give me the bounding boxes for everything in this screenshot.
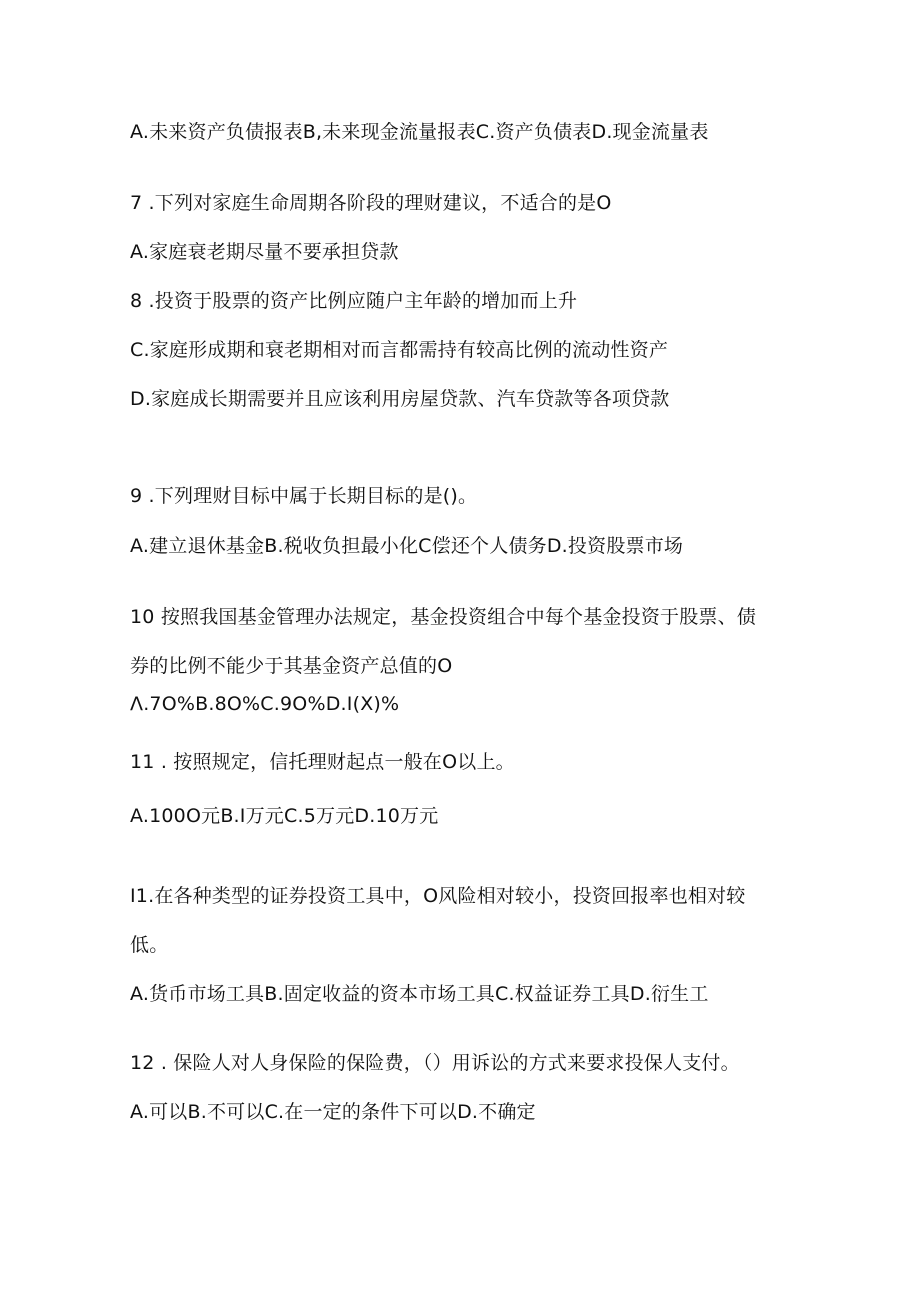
text-line-option-c: C.家庭形成期和衰老期相对而言都需持有较高比例的流动性资产 bbox=[130, 339, 669, 361]
text-line-option-7a: A.家庭衰老期尽量不要承担贷款 bbox=[130, 241, 399, 263]
text-line-options-q6: A.未来资产负债报表B,未来现金流量报表C.资产负债表D.现金流量表 bbox=[130, 121, 709, 143]
text-line-question-11: 11 . 按照规定，信托理财起点一般在O以上。 bbox=[130, 751, 515, 773]
text-line-options-q11: A.100O元B.I万元C.5万元D.10万元 bbox=[130, 805, 439, 827]
text-line-options-q9: A.建立退休基金B.税收负担最小化C偿还个人债务D.投资股票市场 bbox=[130, 535, 684, 557]
text-line-options-q10: Λ.7O%B.8O%C.9O%D.I(X)% bbox=[130, 693, 400, 715]
text-line-question-9: 9 .下列理财目标中属于长期目标的是()。 bbox=[130, 485, 478, 507]
text-line-question-7: 7 .下列对家庭生命周期各阶段的理财建议，不适合的是O bbox=[130, 192, 612, 214]
text-line-option-d: D.家庭成长期需要并且应该利用房屋贷款、汽车贷款等各项贷款 bbox=[130, 388, 670, 410]
text-line-question-10-cont: 券的比例不能少于其基金资产总值的O bbox=[130, 655, 453, 677]
text-line-options-qi1: A.货币市场工具B.固定收益的资本市场工具C.权益证券工具D.衍生工 bbox=[130, 983, 709, 1005]
text-line-question-i1-cont: 低。 bbox=[130, 934, 169, 956]
text-line-question-12: 12 . 保险人对人身保险的保险费，（）用诉讼的方式来要求投保人支付。 bbox=[130, 1052, 740, 1074]
text-line-question-i1: I1.在各种类型的证券投资工具中，O风险相对较小，投资回报率也相对较 bbox=[130, 885, 746, 907]
text-line-item-8: 8 .投资于股票的资产比例应随户主年龄的增加而上升 bbox=[130, 290, 578, 312]
text-line-options-q12: A.可以B.不可以C.在一定的条件下可以D.不确定 bbox=[130, 1101, 536, 1123]
text-line-question-10: 10 按照我国基金管理办法规定，基金投资组合中每个基金投资于股票、债 bbox=[130, 606, 757, 628]
